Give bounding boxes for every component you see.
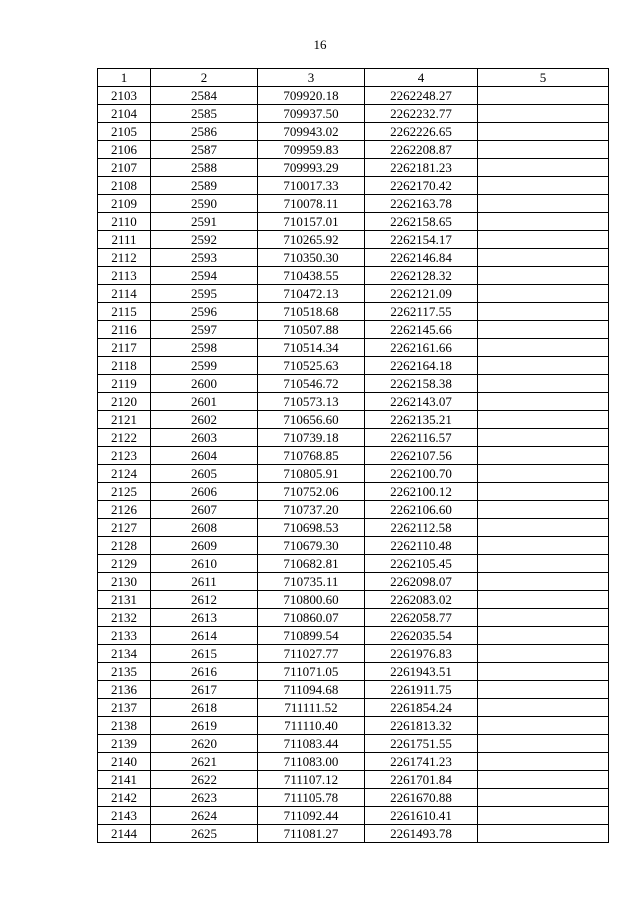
table-cell: 2262083.02: [365, 591, 478, 609]
table-cell: 2121: [98, 411, 151, 429]
table-cell: 2608: [151, 519, 258, 537]
table-row: [98, 807, 609, 825]
table-cell: 710265.92: [258, 231, 365, 249]
table-cell: 710472.13: [258, 285, 365, 303]
table-cell: 2261493.78: [365, 825, 478, 843]
table-cell: 2262158.65: [365, 213, 478, 231]
table-cell: 2262158.38: [365, 375, 478, 393]
table-cell: 2598: [151, 339, 258, 357]
table-cell: 2111: [98, 231, 151, 249]
table-cell: 2262163.78: [365, 195, 478, 213]
table-cell: 2606: [151, 483, 258, 501]
table-cell: 711111.52: [258, 699, 365, 717]
table-cell: 2595: [151, 285, 258, 303]
table-cell: 2103: [98, 87, 151, 105]
table-cell: 710899.54: [258, 627, 365, 645]
table-cell: 2584: [151, 87, 258, 105]
table-cell: 2262154.17: [365, 231, 478, 249]
table-row: [98, 393, 609, 411]
table-cell: 710514.34: [258, 339, 365, 357]
table-cell: 2604: [151, 447, 258, 465]
table-cell: 2119: [98, 375, 151, 393]
table-cell: [478, 753, 609, 771]
table-row: [98, 249, 609, 267]
table-cell: 2262248.27: [365, 87, 478, 105]
table-row: [98, 195, 609, 213]
table-cell: 2262106.60: [365, 501, 478, 519]
table-cell: [478, 465, 609, 483]
table-row: [98, 681, 609, 699]
table-cell: 2617: [151, 681, 258, 699]
table-cell: 2602: [151, 411, 258, 429]
table-cell: 711027.77: [258, 645, 365, 663]
table-cell: 2261854.24: [365, 699, 478, 717]
table-cell: 2612: [151, 591, 258, 609]
table-cell: 2116: [98, 321, 151, 339]
table-cell: [478, 717, 609, 735]
table-cell: 2610: [151, 555, 258, 573]
table-cell: 710737.20: [258, 501, 365, 519]
table-cell: 2600: [151, 375, 258, 393]
table-cell: 2107: [98, 159, 151, 177]
table-cell: 2262226.65: [365, 123, 478, 141]
table-cell: 2114: [98, 285, 151, 303]
table-cell: 2596: [151, 303, 258, 321]
table-row: [98, 321, 609, 339]
table-cell: 2618: [151, 699, 258, 717]
table-row: [98, 177, 609, 195]
table-cell: 710017.33: [258, 177, 365, 195]
table-cell: 2131: [98, 591, 151, 609]
table-cell: 709959.83: [258, 141, 365, 159]
table-row: [98, 501, 609, 519]
table-cell: [478, 375, 609, 393]
table-cell: 2262107.56: [365, 447, 478, 465]
table-cell: 2261976.83: [365, 645, 478, 663]
table-cell: 2601: [151, 393, 258, 411]
table-cell: 711094.68: [258, 681, 365, 699]
table-cell: 2139: [98, 735, 151, 753]
table-cell: 709993.29: [258, 159, 365, 177]
table-row: [98, 213, 609, 231]
page-number: 16: [313, 37, 327, 52]
table-cell: [478, 807, 609, 825]
table-cell: 2262170.42: [365, 177, 478, 195]
table-cell: 2261741.23: [365, 753, 478, 771]
table-body: [98, 87, 609, 843]
coordinates-table: [97, 68, 609, 843]
table-cell: [478, 177, 609, 195]
table-row: [98, 141, 609, 159]
table-cell: 2124: [98, 465, 151, 483]
table-row: [98, 663, 609, 681]
table-row: [98, 267, 609, 285]
table-row: [98, 519, 609, 537]
table-cell: 2611: [151, 573, 258, 591]
table-cell: [478, 285, 609, 303]
table-cell: 2261911.75: [365, 681, 478, 699]
table-cell: 2127: [98, 519, 151, 537]
table-cell: 2128: [98, 537, 151, 555]
table-cell: [478, 555, 609, 573]
table-cell: 2105: [98, 123, 151, 141]
table-cell: 2262110.48: [365, 537, 478, 555]
table-cell: [478, 573, 609, 591]
table-cell: 2120: [98, 393, 151, 411]
table-cell: 710525.63: [258, 357, 365, 375]
table-row: [98, 105, 609, 123]
table-cell: 2140: [98, 753, 151, 771]
table-row: [98, 645, 609, 663]
table-cell: 2133: [98, 627, 151, 645]
table-cell: [478, 789, 609, 807]
table-cell: 2609: [151, 537, 258, 555]
table-cell: [478, 123, 609, 141]
table-cell: 710157.01: [258, 213, 365, 231]
table-cell: [478, 303, 609, 321]
table-cell: [478, 393, 609, 411]
table-cell: 2134: [98, 645, 151, 663]
table-cell: [478, 87, 609, 105]
table-cell: 711081.27: [258, 825, 365, 843]
table-cell: 2123: [98, 447, 151, 465]
table-cell: 710698.53: [258, 519, 365, 537]
table-row: [98, 87, 609, 105]
table-cell: 2110: [98, 213, 151, 231]
table-row: [98, 699, 609, 717]
table-cell: 2625: [151, 825, 258, 843]
table-cell: 709920.18: [258, 87, 365, 105]
table-cell: 2132: [98, 609, 151, 627]
table-row: [98, 573, 609, 591]
table-cell: 2587: [151, 141, 258, 159]
table-cell: 2126: [98, 501, 151, 519]
table-cell: 2261813.32: [365, 717, 478, 735]
table-cell: 2144: [98, 825, 151, 843]
table-cell: 2262058.77: [365, 609, 478, 627]
table-cell: 710860.07: [258, 609, 365, 627]
table-cell: 710735.11: [258, 573, 365, 591]
table-cell: 2106: [98, 141, 151, 159]
table-cell: [478, 663, 609, 681]
table-cell: 2592: [151, 231, 258, 249]
table-cell: [478, 231, 609, 249]
table-cell: 2623: [151, 789, 258, 807]
table-cell: 710438.55: [258, 267, 365, 285]
table-cell: [478, 681, 609, 699]
table-cell: 2108: [98, 177, 151, 195]
table-row: [98, 339, 609, 357]
table-cell: 2262105.45: [365, 555, 478, 573]
table-cell: 2262164.18: [365, 357, 478, 375]
table-cell: 2262100.70: [365, 465, 478, 483]
table-row: [98, 735, 609, 753]
table-cell: 711071.05: [258, 663, 365, 681]
table-cell: [478, 429, 609, 447]
table-cell: 2585: [151, 105, 258, 123]
column-header: 4: [365, 69, 478, 87]
table-cell: [478, 627, 609, 645]
table-cell: 709937.50: [258, 105, 365, 123]
table-cell: 2619: [151, 717, 258, 735]
table-cell: 2262232.77: [365, 105, 478, 123]
table-cell: 2261610.41: [365, 807, 478, 825]
table-cell: 2613: [151, 609, 258, 627]
table-cell: 710350.30: [258, 249, 365, 267]
table-cell: [478, 519, 609, 537]
column-header: 5: [478, 69, 609, 87]
table-cell: 2141: [98, 771, 151, 789]
table-cell: 2262035.54: [365, 627, 478, 645]
table-cell: 2622: [151, 771, 258, 789]
table-cell: 710518.68: [258, 303, 365, 321]
table-cell: 2143: [98, 807, 151, 825]
table-cell: [478, 699, 609, 717]
table-cell: 2597: [151, 321, 258, 339]
table-cell: 2594: [151, 267, 258, 285]
table-cell: 2262208.87: [365, 141, 478, 159]
table-row: [98, 429, 609, 447]
table-cell: [478, 447, 609, 465]
table-cell: [478, 321, 609, 339]
table-cell: 2109: [98, 195, 151, 213]
table-cell: 2591: [151, 213, 258, 231]
table-cell: 2589: [151, 177, 258, 195]
table-cell: [478, 249, 609, 267]
table-cell: [478, 267, 609, 285]
table-cell: 2262135.21: [365, 411, 478, 429]
table-cell: 2261701.84: [365, 771, 478, 789]
table-row: [98, 465, 609, 483]
table-cell: [478, 771, 609, 789]
table-cell: 2262145.66: [365, 321, 478, 339]
table-cell: [478, 195, 609, 213]
table-cell: 710805.91: [258, 465, 365, 483]
table-cell: 711105.78: [258, 789, 365, 807]
table-row: [98, 753, 609, 771]
table-cell: 711083.44: [258, 735, 365, 753]
table-cell: 2262116.57: [365, 429, 478, 447]
table-cell: 2603: [151, 429, 258, 447]
table-cell: 2599: [151, 357, 258, 375]
table-cell: 2586: [151, 123, 258, 141]
table-cell: 710739.18: [258, 429, 365, 447]
table-cell: 2590: [151, 195, 258, 213]
table-cell: [478, 609, 609, 627]
column-header: 1: [98, 69, 151, 87]
table-row: [98, 591, 609, 609]
table-cell: 2262112.58: [365, 519, 478, 537]
table-cell: 711083.00: [258, 753, 365, 771]
table-cell: 710507.88: [258, 321, 365, 339]
table-cell: 710768.85: [258, 447, 365, 465]
table-cell: 2262181.23: [365, 159, 478, 177]
table-cell: 2112: [98, 249, 151, 267]
table-cell: 711107.12: [258, 771, 365, 789]
table-cell: 2620: [151, 735, 258, 753]
table-row: [98, 303, 609, 321]
table-cell: 2588: [151, 159, 258, 177]
table-cell: 2142: [98, 789, 151, 807]
table-row: [98, 825, 609, 843]
table-cell: 2593: [151, 249, 258, 267]
table-row: [98, 609, 609, 627]
table-row: [98, 123, 609, 141]
table-cell: 2262121.09: [365, 285, 478, 303]
table-cell: 711092.44: [258, 807, 365, 825]
table-row: [98, 447, 609, 465]
table-cell: 2624: [151, 807, 258, 825]
table-cell: 2616: [151, 663, 258, 681]
table-cell: 709943.02: [258, 123, 365, 141]
table-cell: 2125: [98, 483, 151, 501]
table-cell: 2615: [151, 645, 258, 663]
table-cell: 710656.60: [258, 411, 365, 429]
table-cell: [478, 159, 609, 177]
table-cell: 2262143.07: [365, 393, 478, 411]
table-cell: 2113: [98, 267, 151, 285]
table-cell: [478, 339, 609, 357]
table-cell: 2262098.07: [365, 573, 478, 591]
table-cell: 2117: [98, 339, 151, 357]
table-cell: 2261670.88: [365, 789, 478, 807]
column-header: 2: [151, 69, 258, 87]
table-cell: 710682.81: [258, 555, 365, 573]
table-row: [98, 483, 609, 501]
table-cell: 2262146.84: [365, 249, 478, 267]
table-cell: 2621: [151, 753, 258, 771]
table-row: [98, 555, 609, 573]
table-cell: 2130: [98, 573, 151, 591]
table-cell: 710679.30: [258, 537, 365, 555]
table-cell: [478, 645, 609, 663]
table-cell: 2607: [151, 501, 258, 519]
table-cell: 2261751.55: [365, 735, 478, 753]
table-cell: 2262100.12: [365, 483, 478, 501]
table-row: [98, 717, 609, 735]
table-row: [98, 231, 609, 249]
table-cell: [478, 105, 609, 123]
table-row: [98, 789, 609, 807]
table-cell: [478, 501, 609, 519]
table-cell: 2605: [151, 465, 258, 483]
table-cell: 2262128.32: [365, 267, 478, 285]
table-cell: [478, 141, 609, 159]
table-cell: [478, 825, 609, 843]
table-row: [98, 771, 609, 789]
table-cell: [478, 591, 609, 609]
table-row: [98, 375, 609, 393]
table-cell: [478, 213, 609, 231]
table-cell: 710078.11: [258, 195, 365, 213]
table-cell: 2129: [98, 555, 151, 573]
table-row: [98, 285, 609, 303]
table-cell: 711110.40: [258, 717, 365, 735]
table-cell: 710752.06: [258, 483, 365, 501]
table-header-row: [98, 69, 609, 87]
table-cell: 2137: [98, 699, 151, 717]
table-row: [98, 411, 609, 429]
table-cell: [478, 537, 609, 555]
table-cell: 2262117.55: [365, 303, 478, 321]
table-cell: 710573.13: [258, 393, 365, 411]
table-row: [98, 537, 609, 555]
table-row: [98, 627, 609, 645]
column-header: 3: [258, 69, 365, 87]
table-cell: 2118: [98, 357, 151, 375]
table-cell: 710546.72: [258, 375, 365, 393]
table-cell: 2115: [98, 303, 151, 321]
table-cell: 2614: [151, 627, 258, 645]
table-cell: 2136: [98, 681, 151, 699]
table-cell: [478, 735, 609, 753]
table-cell: 2262161.66: [365, 339, 478, 357]
table-cell: [478, 357, 609, 375]
table-cell: [478, 483, 609, 501]
table-row: [98, 159, 609, 177]
table-cell: 2138: [98, 717, 151, 735]
table-cell: 2135: [98, 663, 151, 681]
table-cell: 710800.60: [258, 591, 365, 609]
table-cell: 2122: [98, 429, 151, 447]
table-cell: [478, 411, 609, 429]
table-cell: 2261943.51: [365, 663, 478, 681]
table-cell: 2104: [98, 105, 151, 123]
table-row: [98, 357, 609, 375]
